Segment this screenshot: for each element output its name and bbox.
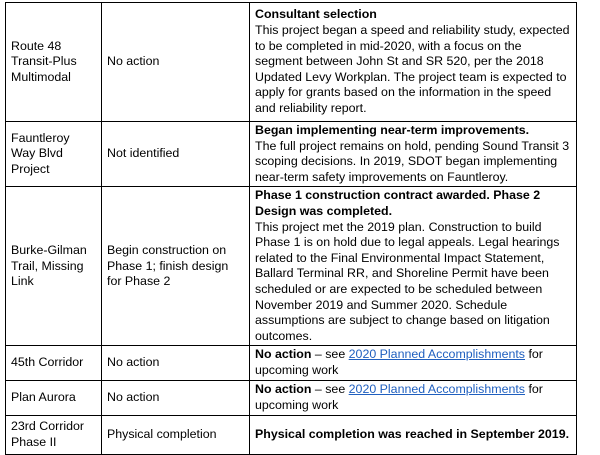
status-cell bbox=[250, 415, 577, 454]
status-cell bbox=[250, 122, 577, 187]
status-text: for upcoming work bbox=[255, 381, 543, 412]
table-row bbox=[6, 346, 577, 380]
plan-cell: Physical completion bbox=[102, 415, 250, 454]
status-text: – see bbox=[311, 381, 349, 396]
plan-cell: Begin construction on Phase 1; finish design for Phase 2 bbox=[102, 187, 250, 346]
project-name-cell: Route 48 Transit-Plus Multimodal bbox=[6, 3, 102, 122]
project-name-cell: 45th Corridor bbox=[6, 346, 102, 380]
table-row bbox=[6, 187, 577, 346]
status-text: – see bbox=[311, 347, 349, 362]
status-heading: Began implementing near-term improvements. bbox=[255, 123, 530, 137]
table-row bbox=[6, 415, 577, 454]
plan-cell: No action bbox=[102, 3, 250, 122]
project-name-cell: Fauntleroy Way Blvd Project bbox=[6, 122, 102, 187]
status-heading: No action bbox=[255, 347, 312, 362]
status-body: This project began a speed and reliability study, expected to be completed in mid-2020, with a focus on the segment between John St and SR 520, per the 2018 Updated Levy Workplan. The project team is expected to apply for grants based on the information in the speed and reliability report. bbox=[255, 23, 570, 115]
status-cell bbox=[250, 187, 577, 346]
status-body: This project met the 2019 plan. Construction to build Phase 1 is on hold due to legal appeals. Legal hearings related to the Final Environmental Impact Statement, Ballard Terminal RR, and Shoreline Permit have been scheduled or are expected to be scheduled between November 2019 and Summer 2020. Schedule assumptions are subject to change based on litigation outcomes. bbox=[255, 219, 560, 343]
table-row bbox=[6, 3, 577, 122]
plan-cell: No action bbox=[102, 380, 250, 415]
project-status-table bbox=[5, 2, 577, 455]
plan-cell: Not identified bbox=[102, 122, 250, 187]
status-heading: No action bbox=[255, 381, 312, 396]
status-heading: Phase 1 construction contract awarded. Phase 2 Design was completed. bbox=[255, 188, 541, 218]
table-row bbox=[6, 122, 577, 187]
plan-cell: No action bbox=[102, 346, 250, 380]
table-row bbox=[6, 380, 577, 415]
project-name-cell: Plan Aurora bbox=[6, 380, 102, 415]
status-cell bbox=[250, 3, 577, 122]
status-body: The full project remains on hold, pending Sound Transit 3 scoping decisions. In 2019, SDOT began implementing near-term safety improvements on Fauntleroy. bbox=[255, 138, 570, 184]
planned-accomplishments-link[interactable]: 2020 Planned Accomplishments bbox=[348, 381, 525, 396]
project-name-cell: Burke-Gilman Trail, Missing Link bbox=[6, 187, 102, 346]
status-heading: Consultant selection bbox=[255, 7, 377, 22]
status-cell bbox=[250, 380, 577, 415]
status-cell bbox=[250, 346, 577, 380]
planned-accomplishments-link[interactable]: 2020 Planned Accomplishments bbox=[348, 347, 525, 362]
project-name-cell: 23rd Corridor Phase II bbox=[6, 415, 102, 454]
status-heading: Physical completion was reached in September 2019. bbox=[255, 426, 570, 441]
status-text: for upcoming work bbox=[255, 347, 543, 377]
